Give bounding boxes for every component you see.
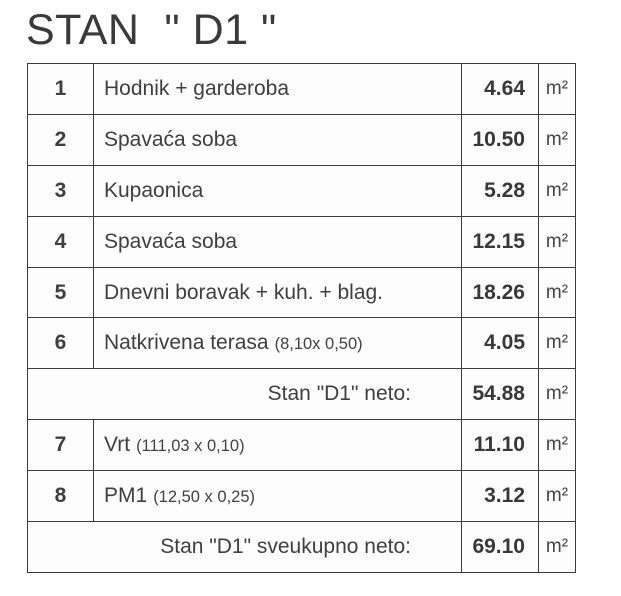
area-unit: m² bbox=[539, 318, 576, 369]
room-name: Natkrivena terasa bbox=[104, 331, 269, 355]
area-unit: m² bbox=[539, 471, 576, 522]
row-number: 3 bbox=[28, 165, 94, 216]
row-number: 8 bbox=[28, 471, 94, 522]
room-dimensions-note: (8,10x 0,50) bbox=[274, 335, 363, 354]
row-number: 1 bbox=[28, 64, 94, 115]
room-dimensions-note: (12,50 x 0,25) bbox=[153, 488, 255, 507]
room-name: Vrt bbox=[104, 433, 131, 457]
area-unit: m² bbox=[539, 522, 576, 573]
area-value: 5.28 bbox=[462, 165, 539, 216]
area-value: 10.50 bbox=[462, 114, 539, 165]
area-value: 4.64 bbox=[462, 64, 539, 115]
room-name-cell bbox=[94, 216, 462, 267]
room-name: Kupaonica bbox=[104, 178, 204, 202]
table-row bbox=[28, 267, 576, 318]
row-number: 4 bbox=[28, 216, 94, 267]
table-row bbox=[28, 216, 576, 267]
table-row bbox=[28, 114, 576, 165]
area-value: 4.05 bbox=[462, 318, 539, 369]
row-number: 5 bbox=[28, 267, 94, 318]
area-table bbox=[27, 63, 576, 573]
room-dimensions-note: (111,03 x 0,10) bbox=[136, 437, 245, 456]
total-summary-label: Stan "D1" sveukupno neto: bbox=[28, 522, 462, 573]
room-name-cell bbox=[94, 471, 462, 522]
area-value: 18.26 bbox=[462, 267, 539, 318]
area-unit: m² bbox=[539, 369, 576, 420]
table-row bbox=[28, 318, 576, 369]
neto-summary-label: Stan "D1" neto: bbox=[28, 369, 462, 420]
row-number: 6 bbox=[28, 318, 94, 369]
area-unit: m² bbox=[539, 165, 576, 216]
area-value: 11.10 bbox=[462, 420, 539, 471]
room-name: Dnevni boravak + kuh. + blag. bbox=[104, 280, 384, 304]
room-name-cell bbox=[94, 114, 462, 165]
neto-summary-row bbox=[28, 369, 576, 420]
table-row bbox=[28, 420, 576, 471]
room-name-cell bbox=[94, 318, 462, 369]
area-unit: m² bbox=[539, 267, 576, 318]
table-row bbox=[28, 471, 576, 522]
row-number: 7 bbox=[28, 420, 94, 471]
area-value: 12.15 bbox=[462, 216, 539, 267]
room-name-cell bbox=[94, 64, 462, 115]
room-name: Spavaća soba bbox=[104, 229, 238, 253]
row-number: 2 bbox=[28, 114, 94, 165]
area-unit: m² bbox=[539, 64, 576, 115]
room-name-cell bbox=[94, 165, 462, 216]
room-name: Hodnik + garderoba bbox=[104, 76, 290, 100]
room-name: PM1 bbox=[104, 484, 148, 508]
area-unit: m² bbox=[539, 420, 576, 471]
area-unit: m² bbox=[539, 216, 576, 267]
area-unit: m² bbox=[539, 114, 576, 165]
room-name: Spavaća soba bbox=[104, 127, 238, 151]
table-row bbox=[28, 165, 576, 216]
total-summary-value: 69.10 bbox=[462, 522, 539, 573]
table-row bbox=[28, 64, 576, 115]
neto-summary-value: 54.88 bbox=[462, 369, 539, 420]
room-name-cell bbox=[94, 267, 462, 318]
room-name-cell bbox=[94, 420, 462, 471]
total-summary-row bbox=[28, 522, 576, 573]
area-value: 3.12 bbox=[462, 471, 539, 522]
apartment-title: STAN " D1 " bbox=[26, 6, 277, 54]
